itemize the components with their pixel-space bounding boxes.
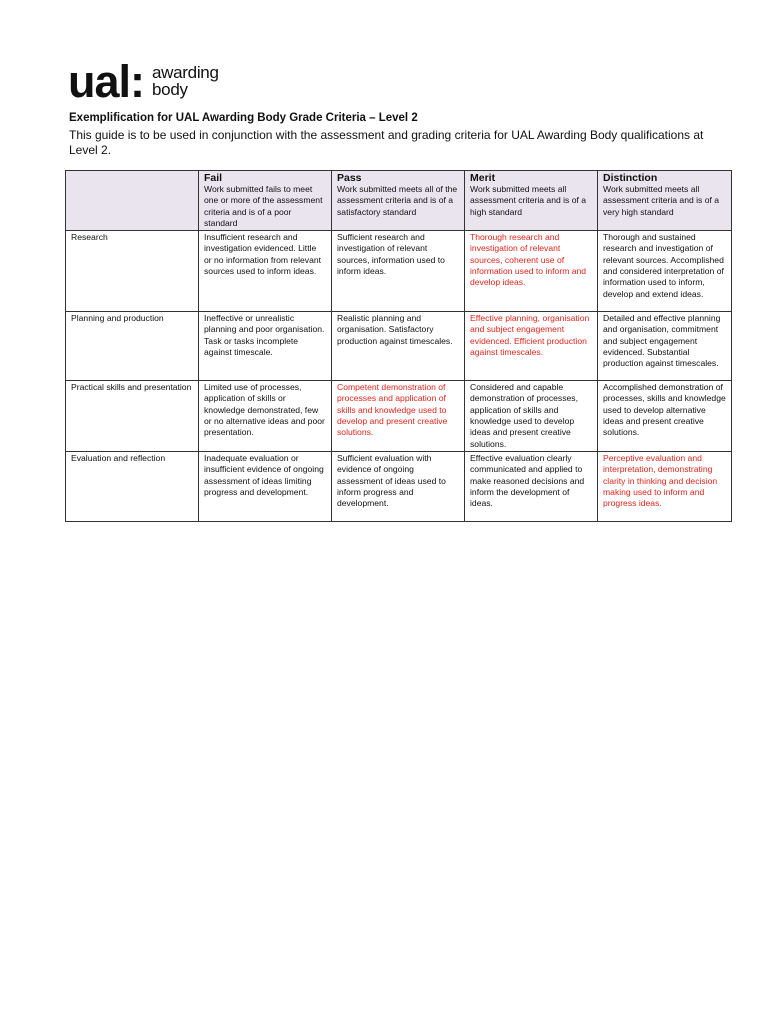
criteria-cell-pass: Competent demonstration of processes and application of skills and knowledge used to develop and present creative solutions. bbox=[332, 381, 465, 452]
logo-words bbox=[152, 64, 219, 98]
row-label: Practical skills and presentation bbox=[66, 381, 199, 452]
criteria-cell-pass: Sufficient evaluation with evidence of ongoing assessment of ideas used to inform progress and development. bbox=[332, 451, 465, 521]
grade-header-fail bbox=[199, 171, 332, 231]
criteria-cell-fail: Inadequate evaluation or insufficient evidence of ongoing assessment of ideas limiting progress and development. bbox=[199, 451, 332, 521]
grade-header-pass bbox=[332, 171, 465, 231]
logo-line-2: body bbox=[152, 80, 188, 99]
criteria-cell-distinction: Accomplished demonstration of processes, skills and knowledge used to develop alternative ideas and present creative solutions. bbox=[598, 381, 732, 452]
criteria-row-evaluation bbox=[66, 451, 732, 521]
logo-mark: ual: bbox=[68, 56, 145, 107]
grade-criteria-table bbox=[65, 170, 732, 522]
grade-header-merit bbox=[465, 171, 598, 231]
criteria-row-practical-skills bbox=[66, 381, 732, 452]
criteria-row-research bbox=[66, 231, 732, 312]
grade-name: Pass bbox=[337, 172, 362, 184]
grade-description: Work submitted fails to meet one or more of the assessment criteria and is of a poor standard bbox=[204, 184, 323, 228]
grade-description: Work submitted meets all assessment criteria and is of a very high standard bbox=[603, 184, 720, 217]
criteria-cell-fail: Limited use of processes, application of skills or knowledge demonstrated, few or no alternative ideas and poor presentation. bbox=[199, 381, 332, 452]
grade-description: Work submitted meets all assessment criteria and is of a high standard bbox=[470, 184, 587, 217]
criteria-cell-fail: Insufficient research and investigation evidenced. Little or no information from relevant sources used to inform ideas. bbox=[199, 231, 332, 312]
document-title: Exemplification for UAL Awarding Body Grade Criteria – Level 2 bbox=[69, 112, 418, 124]
grade-header-distinction bbox=[598, 171, 732, 231]
row-label: Planning and production bbox=[66, 312, 199, 381]
criteria-row-planning bbox=[66, 312, 732, 381]
criteria-cell-pass: Realistic planning and organisation. Satisfactory production against timescales. bbox=[332, 312, 465, 381]
ual-awarding-body-logo bbox=[68, 56, 219, 107]
criteria-cell-distinction: Detailed and effective planning and organisation, commitment and subject engagement evidenced. Substantial production against timescales. bbox=[598, 312, 732, 381]
row-label: Research bbox=[66, 231, 199, 312]
criteria-cell-merit: Considered and capable demonstration of processes, application of skills and knowledge used to develop ideas and present creative solutions. bbox=[465, 381, 598, 452]
grade-name: Merit bbox=[470, 172, 496, 184]
grade-description: Work submitted meets all of the assessment criteria and is of a satisfactory standard bbox=[337, 184, 458, 217]
criteria-cell-distinction: Perceptive evaluation and interpretation, demonstrating clarity in thinking and decision making used to inform and progress ideas. bbox=[598, 451, 732, 521]
criteria-cell-pass: Sufficient research and investigation of relevant sources, information used to inform ideas. bbox=[332, 231, 465, 312]
criteria-cell-merit: Thorough research and investigation of relevant sources, coherent use of information used to inform and develop ideas. bbox=[465, 231, 598, 312]
logo-line-1: awarding bbox=[152, 63, 219, 82]
criteria-cell-distinction: Thorough and sustained research and investigation of relevant sources. Accomplished and considered interpretation of information used to inform, develop and extend ideas. bbox=[598, 231, 732, 312]
criteria-cell-merit: Effective evaluation clearly communicated and applied to make reasoned decisions and inform the development of ideas. bbox=[465, 451, 598, 521]
grade-header-row bbox=[66, 171, 732, 231]
document-intro: This guide is to be used in conjunction with the assessment and grading criteria for UAL Awarding Body qualifications at Level 2. bbox=[69, 128, 704, 157]
grade-name: Distinction bbox=[603, 172, 658, 184]
grade-name: Fail bbox=[204, 172, 223, 184]
row-label: Evaluation and reflection bbox=[66, 451, 199, 521]
criteria-cell-merit: Effective planning, organisation and subject engagement evidenced. Efficient production against timescales. bbox=[465, 312, 598, 381]
header-corner-cell bbox=[66, 171, 199, 231]
criteria-cell-fail: Ineffective or unrealistic planning and poor organisation. Task or tasks incomplete against timescale. bbox=[199, 312, 332, 381]
